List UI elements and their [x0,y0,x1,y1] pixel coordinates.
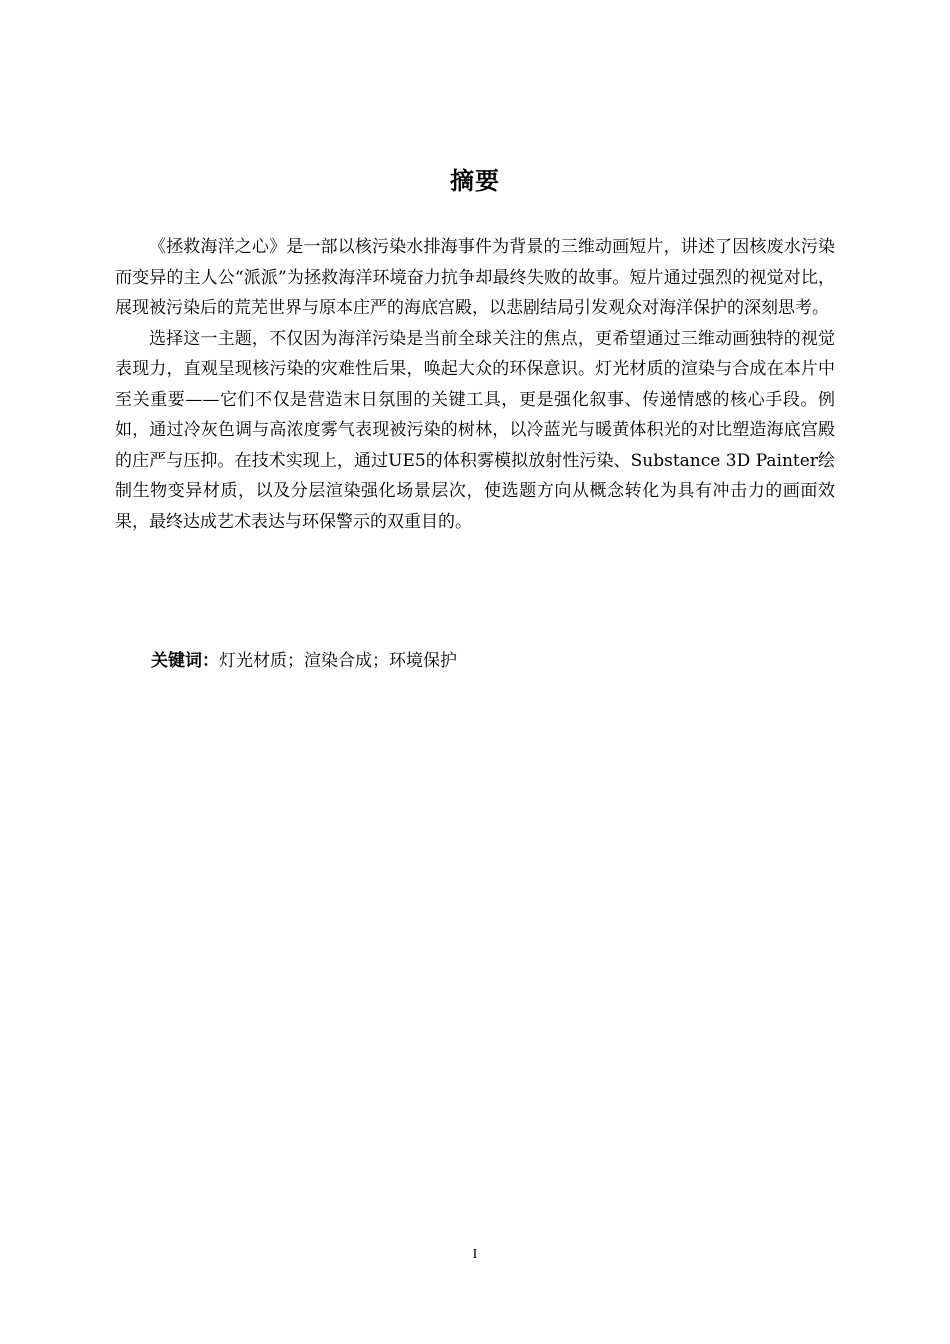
keywords-line [151,646,457,676]
abstract-title: 摘要 [450,167,500,195]
abstract-paragraph-1: 《拯救海洋之心》是一部以核污染水排海事件为背景的三维动画短片，讲述了因核废水污染而变异的主人公“派派”为拯救海洋环境奋力抗争却最终失败的故事。短片通过强烈的视觉对比，展现被污染后的荒芜世界与原本庄严的海底宫殿，以悲剧结局引发观众对海洋保护的深刻思考。 [115,237,835,318]
abstract-paragraph-2: 选择这一主题，不仅因为海洋污染是当前全球关注的焦点，更希望通过三维动画独特的视觉表现力，直观呈现核污染的灾难性后果，唤起大众的环保意识。灯光材质的渲染与合成在本片中至关重要——它们不仅是营造末日氛围的关键工具，更是强化叙事、传递情感的核心手段。例如，通过冷灰色调与高浓度雾气表现被污染的树林，以冷蓝光与暖黄体积光的对比塑造海底宫殿的庄严与压抑。在技术实现上，通过UE5的体积雾模拟放射性污染、Substance 3D Painter绘制生物变异材质，以及分层渲染强化场景层次，使选题方向从概念转化为具有冲击力的画面效果，最终达成艺术表达与环保警示的双重目的。 [115,328,835,532]
page-number: I [472,1247,478,1262]
keywords-label: 关键词： [151,651,219,671]
keywords-value: 灯光材质；渲染合成；环境保护 [219,651,457,671]
abstract-body [115,232,835,537]
